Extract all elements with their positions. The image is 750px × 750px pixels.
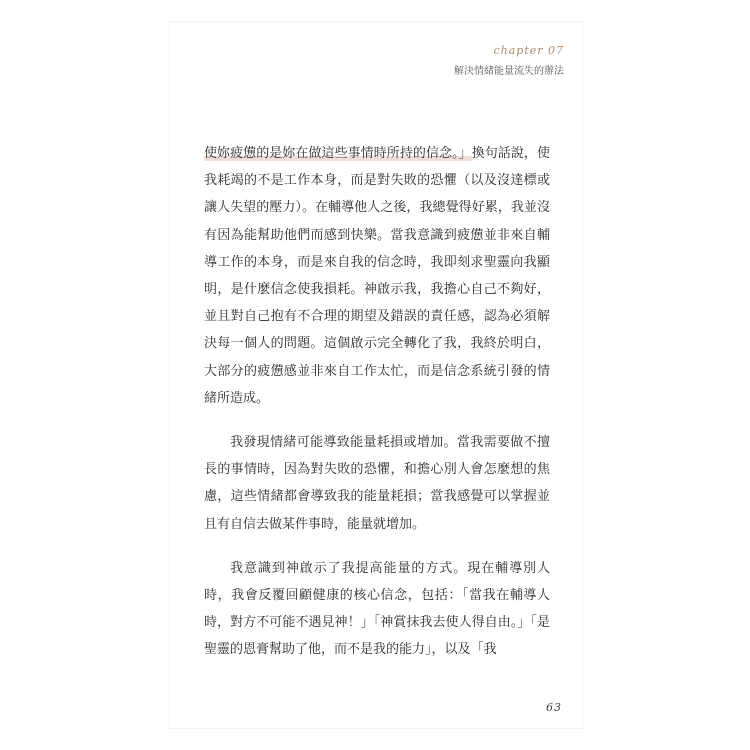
chapter-label: chapter 07 [493, 44, 564, 57]
book-page [170, 22, 582, 728]
paragraph-1-text: 換句話說，使我耗竭的不是工作本身，而是對失敗的恐懼（以及沒達標或讓人失望的壓力）。在輔導他人之後，我總覺得好累，我並沒有因為能幫助他們而感到快樂。當我意識到疲憊並非來自輔導工作的本身，而是來自我的信念時，我即刻求聖靈向我顯明，是什麼信念使我損耗。神啟示我，我擔心自己不夠好，並且對自己抱有不合理的期望及錯誤的責任感，認為必須解決每一個人的問題。這個啟示完全轉化了我，我終於明白，大部分的疲憊感並非來自工作太忙，而是信念系統引發的情緒所造成。 [204, 146, 550, 406]
paragraph-3: 我意識到神啟示了我提高能量的方式。現在輔導別人時，我會反覆回顧健康的核心信念，包括：「當我在輔導人時，對方不可能不遇見神！」「神賞抹我去使人得自由。」「是聖靈的恩膏幫助了他，而不是我的能力」，以及「我 [204, 560, 550, 658]
body-text [204, 140, 550, 664]
paragraph-1 [204, 140, 550, 412]
paragraph-2: 我發現情緒可能導致能量耗損或增加。當我需要做不擅長的事情時，因為對失敗的恐懼，和擔心別人會怎麼想的焦慮，這些情緒都會導致我的能量耗損；當我感覺可以掌握並且有自信去做某件事時，能量就增加。 [204, 435, 550, 532]
highlighted-sentence: 使妳疲憊的是妳在做這些事情時所持的信念。」 [204, 146, 472, 161]
chapter-title: 解決情緒能量流失的辦法 [454, 66, 564, 77]
page-number: 63 [546, 701, 562, 714]
